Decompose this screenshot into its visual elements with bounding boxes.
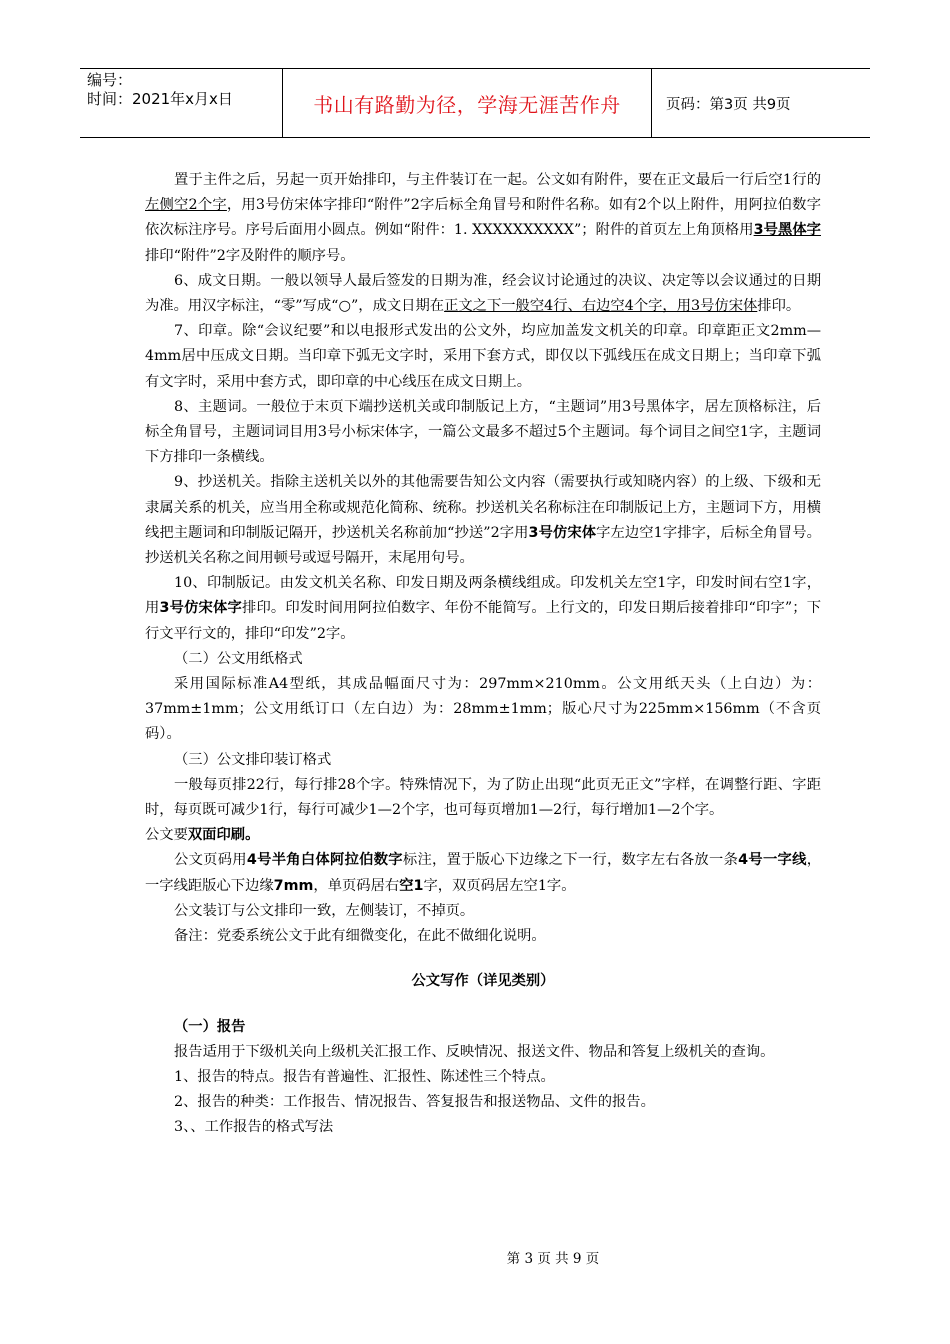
paragraph-report-features: 1、报告的特点。报告有普遍性、汇报性、陈述性三个特点。: [174, 1068, 555, 1085]
paragraph-duplex: 公文要双面印刷。: [145, 827, 260, 844]
paragraph-date: 6、成文日期。一般以领导人最后签发的日期为准，经会议讨论通过的决议、决定等以会议通过的日期为准。用汉字标注，“零”写成“○”，成文日期在正文之下一般空4行、右边空4个字，用3号仿宋体排印。: [145, 272, 821, 315]
heading-binding-format: （三）公文排印装订格式: [174, 751, 332, 768]
paragraph-binding: 公文装订与公文排印一致，左侧装订，不掉页。: [174, 902, 475, 919]
paragraph-report-def: 报告适用于下级机关向上级机关汇报工作、反映情况、报送文件、物品和答复上级机关的查询。: [174, 1043, 775, 1060]
number-label: 编号：: [87, 71, 133, 89]
document-body: [145, 168, 821, 1141]
paragraph-paper-format: 采用国际标准A4型纸，其成品幅面尺寸为：297mm×210mm。公文用纸天头（上白边）为：37mm±1mm；公文用纸订口（左白边）为：28mm±1mm；版心尺寸为225mm×156mm（不含页码）。: [145, 676, 821, 743]
date-label: 时间：2021年x月x日: [87, 90, 233, 108]
paragraph-attachment: 置于主件之后，另起一页开始排印，与主件装订在一起。公文如有附件，要在正文最后一行后空1行的左侧空2个字，用3号仿宋体字排印“附件”2字后标全角冒号和附件名称。如有2个以上附件，用阿拉伯数字依次标注序号。序号后面用小圆点。例如“附件：1. XXXXXXXXXX”；附件的首页左上角顶格用3号黑体字排印“附件”2字及附件的顺序号。: [145, 172, 821, 264]
paragraph-subject-words: 8、主题词。一般位于末页下端抄送机关或印制版记上方，“主题词”用3号黑体字，居左顶格标注，后标全角冒号，主题词词目用3号小标宋体字，一篇公文最多不超过5个主题词。每个词目之间空1字，主题词下方排印一条横线。: [145, 398, 821, 466]
paragraph-report-format: 3、、工作报告的格式写法: [174, 1119, 334, 1136]
paragraph-print-record: 10、印制版记。由发文机关名称、印发日期及两条横线组成。印发机关左空1字，印发时间右空1字，用3号仿宋体字排印。印发时间用阿拉伯数字、年份不能简写。上行文的，印发日期后接着排印“印字”；下行文平行文的，排印“印发”2字。: [145, 575, 821, 642]
section-title: 公文写作（详见类别）: [411, 973, 555, 990]
page-header: [80, 68, 870, 138]
header-page-label: 页码：第3页 共9页: [666, 96, 791, 113]
header-motto: 书山有路勤为径，学海无涯苦作舟: [283, 69, 652, 137]
paragraph-seal: 7、印章。除“会议纪要”和以电报形式发出的公文外，均应加盖发文机关的印章。印章距正文2mm—4mm居中压成文日期。当印章下弧无文字时，采用下套方式，即仅以下弧线压在成文日期上；当印章下弧有文字时，采用中套方式，即印章的中心线压在成文日期上。: [145, 323, 821, 390]
footer-page-number: 第 3 页 共 9 页: [506, 1251, 600, 1267]
paragraph-cc: 9、抄送机关。指除主送机关以外的其他需要告知公文内容（需要执行或知晓内容）的上级、下级和无隶属关系的机关，应当用全称或规范化简称、统称。抄送机关名称标注在印制版记上方，主题词下方，用横线把主题词和印制版记隔开，抄送机关名称前加“抄送”2字用3号仿宋体字左边空1字排字，后标全角冒号。抄送机关名称之间用顿号或逗号隔开，末尾用句号。: [145, 474, 821, 567]
header-meta: [80, 69, 283, 137]
paragraph-report-types: 2、报告的种类：工作报告、情况报告、答复报告和报送物品、文件的报告。: [174, 1094, 655, 1111]
paragraph-lines: 一般每页排22行，每行排28个字。特殊情况下，为了防止出现“此页无正文”字样，在调整行距、字距时，每页既可减少1行，每行可减少1—2个字，也可每页增加1—2行，每行增加1—2个字。: [145, 776, 821, 819]
paragraph-page-number: 公文页码用4号半角白体阿拉伯数字标注，置于版心下边缘之下一行，数字左右各放一条4号一字线，一字线距版心下边缘7mm，单页码居右空1字，双页码居左空1字。: [145, 852, 822, 894]
sub-title-report: （一）报告: [174, 1018, 246, 1035]
heading-paper-format: （二）公文用纸格式: [174, 650, 303, 667]
page-footer: [0, 1247, 950, 1267]
paragraph-note: 备注：党委系统公文于此有细微变化，在此不做细化说明。: [174, 928, 546, 945]
